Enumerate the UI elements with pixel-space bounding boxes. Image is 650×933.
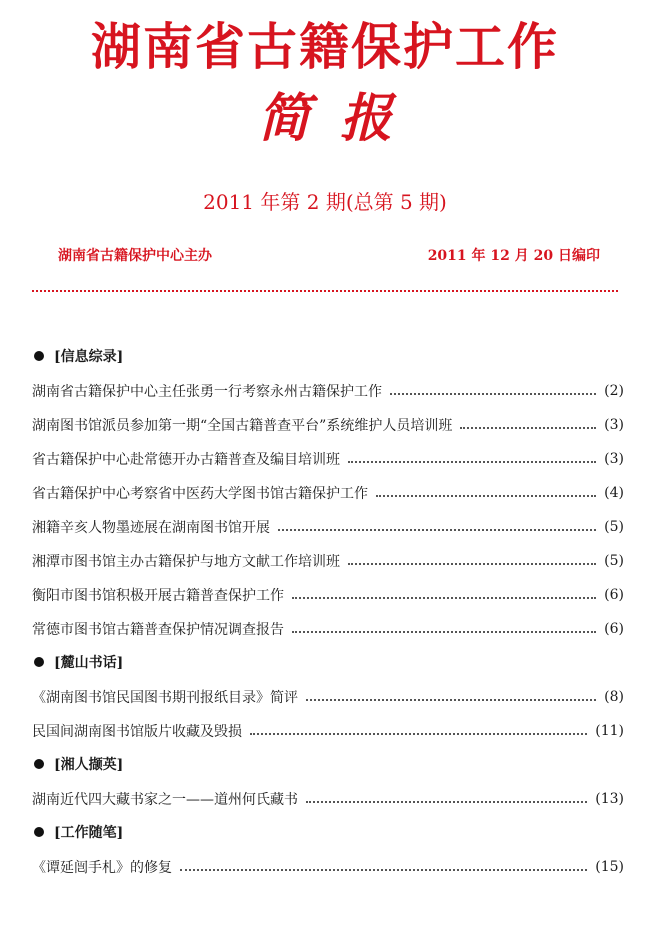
toc-entry-title: 《谭延闿手札》的修复: [32, 860, 172, 876]
toc-entry-page: (8): [604, 689, 624, 705]
section-heading: [32, 752, 624, 776]
red-dotted-divider: [32, 290, 618, 292]
toc-entry-page: (15): [595, 859, 624, 875]
toc-entry-page: (3): [604, 417, 624, 433]
toc-entry: [32, 782, 624, 816]
toc-section: [32, 344, 624, 646]
toc-entry-page: (5): [604, 553, 624, 569]
bullet-icon: [34, 351, 44, 361]
toc-entry-page: (3): [604, 451, 624, 467]
toc-section: [32, 820, 624, 884]
dot-leader: [292, 597, 596, 599]
bullet-icon: [34, 827, 44, 837]
dot-leader: [376, 495, 596, 497]
section-heading-label: [湘人撷英]: [54, 757, 124, 773]
toc-entry-title: 湖南近代四大藏书家之一——道州何氏藏书: [32, 792, 298, 808]
toc-entry-page: (4): [604, 485, 624, 501]
toc-entry: [32, 476, 624, 510]
toc-entry-page: (13): [595, 791, 624, 807]
masthead: [0, 18, 650, 148]
dot-leader: [180, 869, 587, 871]
toc-entry: [32, 408, 624, 442]
issue-number: 2011 年第 2 期(总第 5 期): [203, 190, 447, 214]
toc-entry-title: 衡阳市图书馆积极开展古籍普查保护工作: [32, 588, 284, 604]
toc-entry-page: (5): [604, 519, 624, 535]
toc-entry: [32, 578, 624, 612]
dot-leader: [278, 529, 596, 531]
toc-entry-title: 湘籍辛亥人物墨迹展在湖南图书馆开展: [32, 520, 270, 536]
toc-entry-title: 湖南省古籍保护中心主任张勇一行考察永州古籍保护工作: [32, 384, 382, 400]
print-date: 2011 年 12 月 20 日编印: [427, 248, 600, 264]
toc-entry: [32, 680, 624, 714]
dot-leader: [348, 563, 596, 565]
dot-leader: [292, 631, 596, 633]
toc-entry: [32, 510, 624, 544]
toc-entry: [32, 544, 624, 578]
toc-entry-page: (11): [595, 723, 624, 739]
organizer: 湖南省古籍保护中心主办: [58, 248, 212, 264]
section-heading: [32, 344, 624, 368]
bullet-icon: [34, 759, 44, 769]
toc-section: [32, 650, 624, 748]
dot-leader: [390, 393, 596, 395]
toc-entry-title: 常德市图书馆古籍普查保护情况调查报告: [32, 622, 284, 638]
dot-leader: [306, 801, 587, 803]
toc-entry: [32, 442, 624, 476]
section-heading: [32, 820, 624, 844]
bulletin-subtitle: 简报: [257, 89, 422, 149]
publication-info: [58, 245, 600, 265]
toc-entry: [32, 612, 624, 646]
toc-entry-title: 湘潭市图书馆主办古籍保护与地方文献工作培训班: [32, 554, 340, 570]
dot-leader: [348, 461, 596, 463]
section-heading-label: [麓山书话]: [54, 655, 124, 671]
toc-entry-page: (2): [604, 383, 624, 399]
toc-entry-title: 省古籍保护中心考察省中医药大学图书馆古籍保护工作: [32, 486, 368, 502]
toc-entry-title: 省古籍保护中心赴常德开办古籍普查及编目培训班: [32, 452, 340, 468]
toc-entry-title: 《湖南图书馆民国图书期刊报纸目录》简评: [32, 690, 298, 706]
section-heading: [32, 650, 624, 674]
toc-entry: [32, 714, 624, 748]
section-heading-label: [工作随笔]: [54, 825, 124, 841]
section-heading-label: [信息综录]: [54, 349, 124, 365]
toc-entry-page: (6): [604, 621, 624, 637]
toc-entry: [32, 374, 624, 408]
bullet-icon: [34, 657, 44, 667]
toc-section: [32, 752, 624, 816]
toc-entry-title: 民国间湖南图书馆版片收藏及毁损: [32, 724, 242, 740]
toc-entry-page: (6): [604, 587, 624, 603]
toc-entry: [32, 850, 624, 884]
dot-leader: [460, 427, 596, 429]
table-of-contents: [32, 344, 624, 884]
dot-leader: [306, 699, 596, 701]
dot-leader: [250, 733, 587, 735]
toc-entry-title: 湖南图书馆派员参加第一期“全国古籍普查平台”系统维护人员培训班: [32, 418, 453, 434]
bulletin-title: 湖南省古籍保护工作: [91, 18, 559, 76]
